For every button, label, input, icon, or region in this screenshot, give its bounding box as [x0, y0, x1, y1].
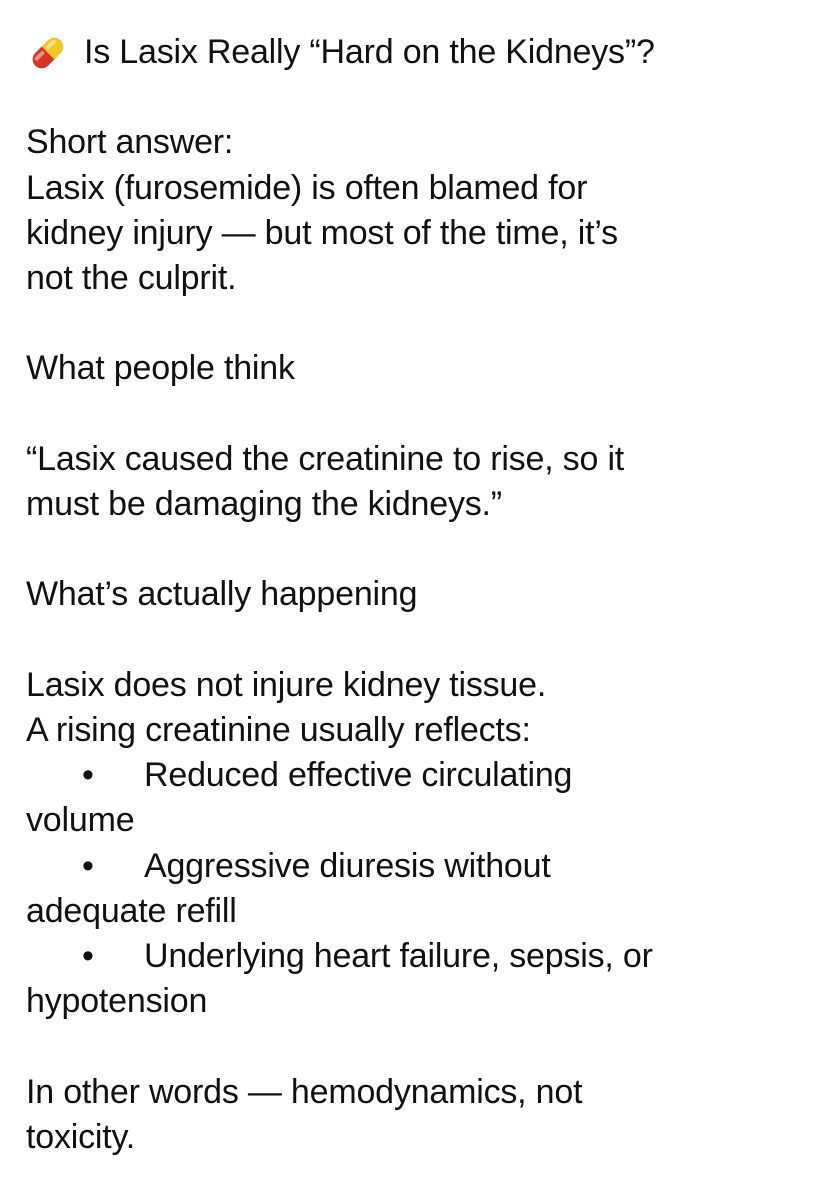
spacer: [26, 1024, 806, 1069]
spacer: [26, 618, 806, 663]
people-think-heading: What people think: [26, 349, 295, 388]
note-body: [26, 30, 806, 1160]
spacer: [26, 301, 806, 346]
bullet-continuation: hypotension: [26, 982, 208, 1021]
bullet-text: Aggressive diuresis without: [144, 846, 551, 885]
short-answer-line: Lasix (furosemide) is often blamed for: [26, 168, 588, 207]
quote-line: “Lasix caused the creatinine to rise, so it: [26, 439, 625, 478]
quote-line: must be damaging the kidneys.”: [26, 484, 502, 523]
note-title: [26, 30, 806, 75]
happening-line: A rising creatinine usually reflects:: [26, 710, 531, 749]
spacer: [26, 392, 806, 437]
spacer: [26, 527, 806, 572]
spacer: [26, 75, 806, 120]
bullet-continuation: volume: [26, 801, 135, 840]
bullet-list: [26, 753, 806, 1024]
bullet-dot: •: [82, 936, 94, 975]
happening-line: Lasix does not injure kidney tissue.: [26, 665, 547, 704]
title-text: Is Lasix Really “Hard on the Kidneys”?: [84, 33, 655, 71]
bullet-text: Reduced effective circulating: [144, 756, 573, 795]
bullet-dot: •: [82, 756, 94, 795]
bullet-item: [26, 844, 806, 889]
bullet-continuation: adequate refill: [26, 891, 237, 930]
bullet-dot: •: [82, 846, 94, 885]
conclusion-line: In other words — hemodynamics, not: [26, 1072, 583, 1111]
short-answer-heading: Short answer:: [26, 123, 234, 162]
bullet-item: [26, 934, 806, 979]
bullet-item: [26, 753, 806, 798]
short-answer-line: not the culprit.: [26, 259, 237, 297]
actually-happening-heading: What’s actually happening: [26, 575, 418, 614]
bullet-text: Underlying heart failure, sepsis, or: [144, 936, 653, 975]
pill-icon: [26, 31, 70, 75]
short-answer-line: kidney injury — but most of the time, it’s: [26, 213, 618, 252]
conclusion-line: toxicity.: [26, 1117, 136, 1156]
